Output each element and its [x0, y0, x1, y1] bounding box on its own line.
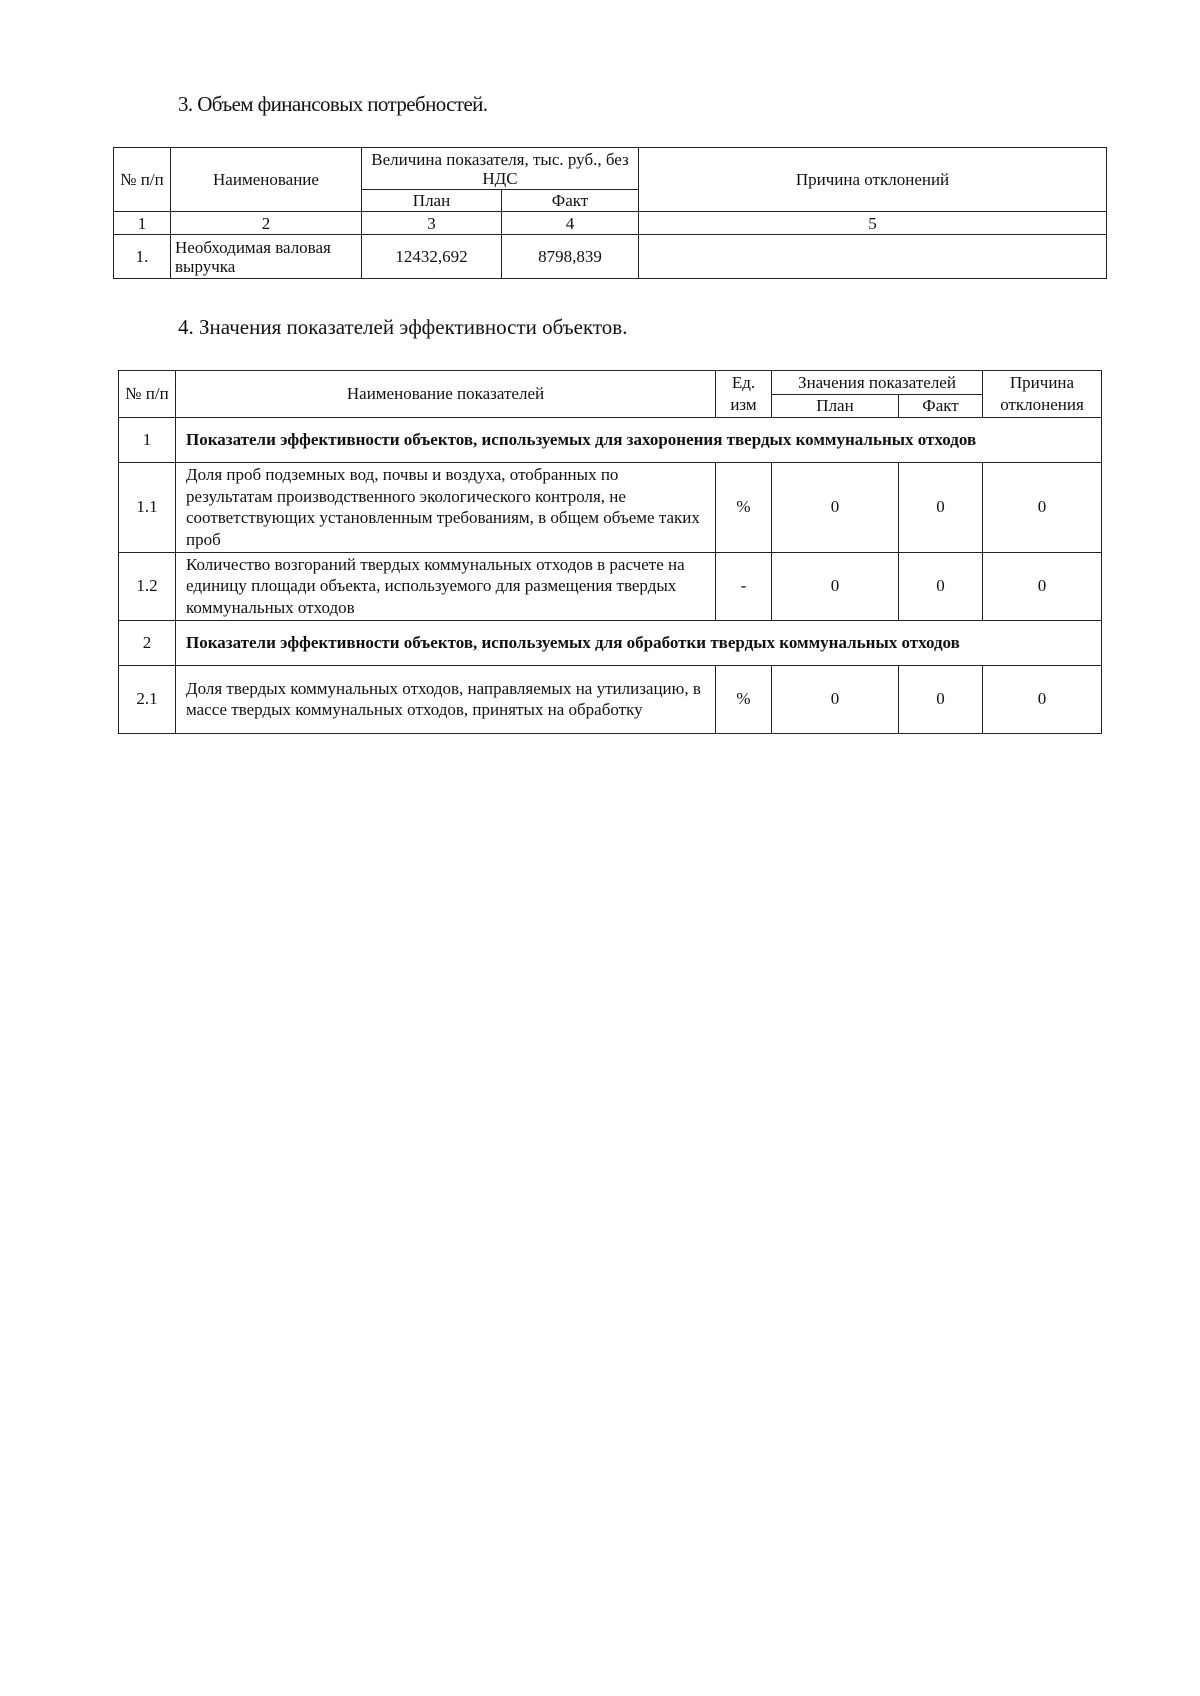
group-num: 2	[119, 620, 176, 665]
header-reason: Причина отклонения	[983, 371, 1102, 418]
row-fact: 0	[899, 665, 983, 733]
row-name: Доля твердых коммунальных отходов, направляемых на утилизацию, в массе твердых коммунальных отходов, принятых на обработку	[176, 665, 716, 733]
row-name: Доля проб подземных вод, почвы и воздуха, отобранных по результатам производственного экологического контроля, не соответствующих установленным требованиям, в общем объеме таких проб	[176, 462, 716, 552]
row-num: 2.1	[119, 665, 176, 733]
column-numbers-row	[114, 212, 1107, 235]
row-reason: 0	[983, 552, 1102, 620]
table-row	[119, 665, 1102, 733]
header-plan: План	[772, 395, 899, 418]
table-row	[119, 552, 1102, 620]
row-reason: 0	[983, 462, 1102, 552]
efficiency-indicators-table	[118, 370, 1102, 734]
header-name: Наименование показателей	[176, 371, 716, 418]
row-plan: 0	[772, 552, 899, 620]
row-plan: 12432,692	[362, 235, 502, 279]
row-plan: 0	[772, 665, 899, 733]
row-reason: 0	[983, 665, 1102, 733]
header-values: Значения показателей	[772, 371, 983, 395]
header-value: Величина показателя, тыс. руб., без НДС	[362, 148, 639, 190]
financial-needs-table	[113, 147, 1107, 279]
row-unit: %	[716, 462, 772, 552]
column-number: 3	[362, 212, 502, 235]
header-name: Наименование	[171, 148, 362, 212]
row-fact: 8798,839	[502, 235, 639, 279]
row-name: Необходимая валовая выручка	[171, 235, 362, 279]
row-plan: 0	[772, 462, 899, 552]
row-num: 1.1	[119, 462, 176, 552]
group-row	[119, 417, 1102, 462]
header-unit: Ед. изм	[716, 371, 772, 418]
header-reason: Причина отклонений	[639, 148, 1107, 212]
section-4-title: 4. Значения показателей эффективности объектов.	[178, 315, 628, 339]
column-number: 2	[171, 212, 362, 235]
group-row	[119, 620, 1102, 665]
row-num: 1.	[114, 235, 171, 279]
row-reason	[639, 235, 1107, 279]
group-title: Показатели эффективности объектов, используемых для обработки твердых коммунальных отходов	[176, 620, 1102, 665]
row-unit: %	[716, 665, 772, 733]
header-fact: Факт	[899, 395, 983, 418]
table-row	[114, 235, 1107, 279]
column-number: 4	[502, 212, 639, 235]
column-number: 5	[639, 212, 1107, 235]
section-3-title: 3. Объем финансовых потребностей.	[178, 92, 488, 116]
header-fact: Факт	[502, 190, 639, 212]
row-num: 1.2	[119, 552, 176, 620]
group-num: 1	[119, 417, 176, 462]
row-fact: 0	[899, 462, 983, 552]
header-num: № п/п	[114, 148, 171, 212]
header-plan: План	[362, 190, 502, 212]
table-row	[119, 462, 1102, 552]
group-title: Показатели эффективности объектов, используемых для захоронения твердых коммунальных отходов	[176, 417, 1102, 462]
row-name: Количество возгораний твердых коммунальных отходов в расчете на единицу площади объекта, используемого для размещения твердых коммунальных отходов	[176, 552, 716, 620]
row-unit: -	[716, 552, 772, 620]
row-fact: 0	[899, 552, 983, 620]
column-number: 1	[114, 212, 171, 235]
header-num: № п/п	[119, 371, 176, 418]
